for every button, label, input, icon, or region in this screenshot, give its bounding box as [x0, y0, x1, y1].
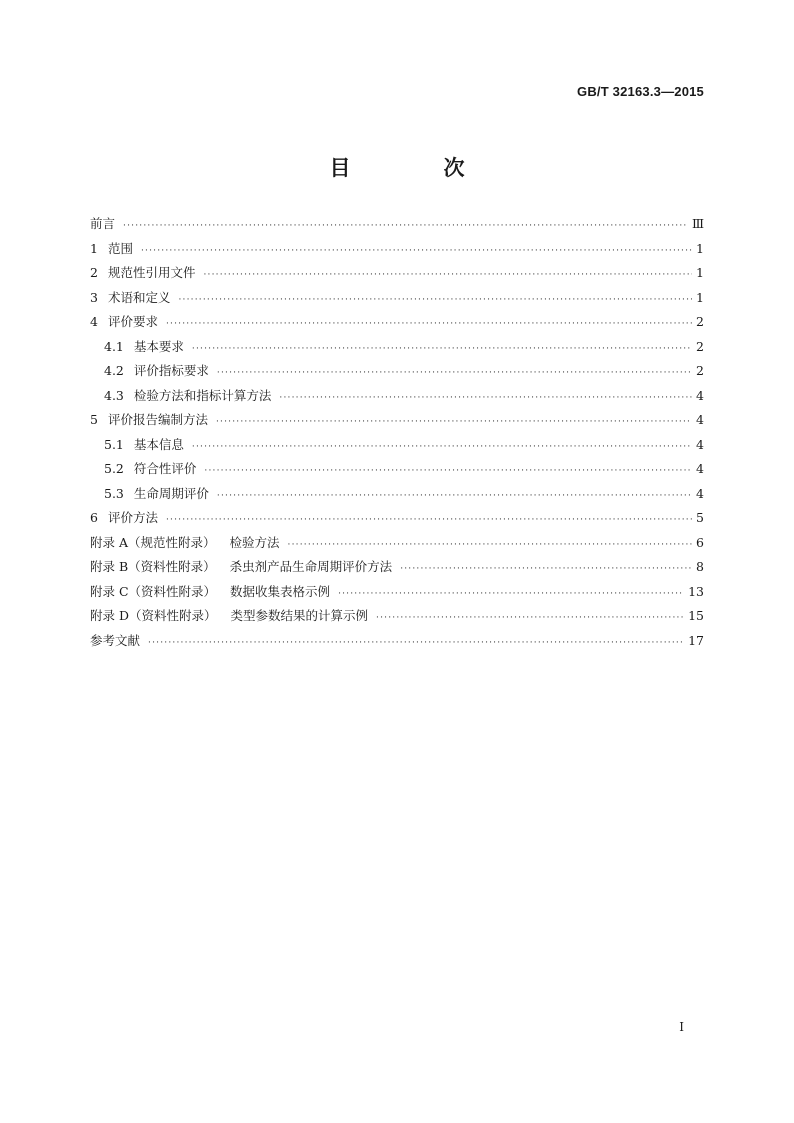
page-number: I [679, 1020, 684, 1034]
toc-entry-label [90, 508, 158, 526]
toc-appendix-tag: 附录 B（资料性附录） [90, 559, 216, 574]
toc-entry[interactable] [90, 214, 704, 239]
toc-section-number: 5 [90, 412, 98, 427]
toc-leader-dots [216, 418, 692, 427]
toc-leader-dots [400, 565, 692, 574]
toc-leader-dots [288, 541, 692, 550]
toc-page-number: 4 [696, 485, 704, 501]
toc-leader-dots [204, 467, 692, 476]
toc-entry[interactable] [90, 484, 704, 509]
toc-entry-text: 参考文献 [90, 632, 141, 648]
toc-entry-text: 检验方法 [229, 534, 280, 550]
toc-entry-text: 规范性引用文件 [107, 265, 196, 280]
toc-section-number: 3 [90, 289, 98, 305]
toc-entry[interactable] [90, 631, 704, 656]
toc-entry-text: 范围 [107, 240, 133, 256]
toc-section-number: 6 [90, 510, 98, 525]
toc-section-number: 5.3 [104, 485, 124, 501]
toc-page-number: 13 [688, 583, 704, 599]
toc-page-number: Ⅲ [691, 216, 704, 231]
toc-entry-label [90, 533, 280, 551]
toc-entry-label [90, 606, 368, 624]
toc-section-number: 2 [90, 265, 98, 280]
toc-leader-dots [178, 296, 692, 305]
toc-section-number: 5.1 [104, 436, 124, 452]
toc-page-number: 2 [696, 314, 704, 329]
toc-entry-text: 术语和定义 [107, 289, 171, 305]
toc-entry[interactable] [90, 508, 704, 533]
toc-page-number: 6 [696, 534, 704, 550]
toc-entry[interactable] [90, 533, 704, 558]
toc-entry-text: 生命周期评价 [133, 485, 209, 501]
toc-title: 目 次 [329, 156, 501, 180]
toc-entry[interactable] [90, 606, 704, 631]
toc-page-number: 17 [688, 632, 704, 648]
toc-entry[interactable] [90, 435, 704, 460]
toc-section-number: 4.2 [104, 363, 124, 378]
toc-appendix-tag: 附录 A（规范性附录） [90, 534, 216, 550]
toc-leader-dots [166, 320, 692, 329]
toc-entry[interactable] [90, 361, 704, 386]
toc-entry-label [90, 312, 158, 330]
toc-section-number: 5.2 [104, 461, 124, 476]
toc-leader-dots [141, 247, 692, 256]
toc-entry[interactable] [90, 386, 704, 411]
toc-entry-text: 杀虫剂产品生命周期评价方法 [229, 559, 393, 574]
toc-section-number: 4.1 [104, 338, 124, 354]
toc-page-number: 8 [696, 559, 704, 574]
toc-leader-dots [338, 590, 684, 599]
toc-section-number: 4 [90, 314, 98, 329]
toc-leader-dots [192, 345, 692, 354]
toc-entry-label [104, 361, 209, 379]
toc-entry-text: 类型参数结果的计算示例 [230, 608, 369, 623]
toc-entry-label [90, 263, 195, 281]
toc-page-number: 1 [696, 265, 704, 280]
toc-section-number: 1 [90, 240, 98, 256]
toc-section-number: 4.3 [104, 387, 124, 403]
toc-entry-label [90, 410, 208, 428]
toc-leader-dots [123, 222, 688, 231]
toc-entry-text: 评价报告编制方法 [107, 412, 208, 427]
toc-leader-dots [217, 369, 692, 378]
toc-entry-label [90, 214, 115, 232]
toc-entry-text: 检验方法和指标计算方法 [133, 387, 272, 403]
toc-entry[interactable] [90, 557, 704, 582]
toc-entry-label [90, 582, 330, 600]
toc-entry-label [104, 459, 196, 477]
toc-page-number: 4 [696, 412, 704, 427]
table-of-contents [90, 214, 704, 655]
toc-page-number: 1 [696, 240, 704, 256]
toc-entry[interactable] [90, 337, 704, 362]
toc-page-number: 2 [696, 363, 704, 378]
toc-leader-dots [203, 271, 692, 280]
toc-entry[interactable] [90, 459, 704, 484]
toc-leader-dots [148, 639, 684, 648]
toc-entry[interactable] [90, 410, 704, 435]
toc-entry-label [104, 386, 271, 404]
toc-leader-dots [192, 443, 692, 452]
toc-entry[interactable] [90, 239, 704, 264]
toc-entry-label [90, 239, 133, 257]
toc-entry-text: 数据收集表格示例 [230, 583, 331, 599]
toc-entry-label [90, 631, 140, 649]
toc-entry-label [104, 337, 184, 355]
toc-entry-label [90, 557, 392, 575]
toc-page-number: 15 [688, 608, 704, 623]
toc-entry-label [104, 484, 209, 502]
toc-entry-text: 基本信息 [133, 436, 184, 452]
toc-page-number: 4 [696, 387, 704, 403]
toc-entry-label [90, 288, 170, 306]
toc-entry[interactable] [90, 263, 704, 288]
toc-page-number: 4 [696, 461, 704, 476]
toc-entry-text: 评价方法 [107, 510, 158, 525]
toc-page-number: 2 [696, 338, 704, 354]
standard-code: GB/T 32163.3—2015 [577, 84, 704, 99]
toc-entry[interactable] [90, 312, 704, 337]
toc-appendix-tag: 附录 D（资料性附录） [90, 608, 217, 623]
toc-page-number: 4 [696, 436, 704, 452]
toc-appendix-tag: 附录 C（资料性附录） [90, 583, 217, 599]
toc-entry-text: 评价要求 [107, 314, 158, 329]
toc-leader-dots [279, 394, 692, 403]
toc-entry[interactable] [90, 288, 704, 313]
toc-entry[interactable] [90, 582, 704, 607]
toc-page-number: 5 [696, 510, 704, 525]
toc-entry-text: 基本要求 [133, 338, 184, 354]
toc-leader-dots [217, 492, 692, 501]
toc-leader-dots [166, 516, 692, 525]
toc-entry-label [104, 435, 184, 453]
toc-leader-dots [376, 614, 684, 623]
toc-page-number: 1 [696, 289, 704, 305]
toc-entry-text: 符合性评价 [133, 461, 197, 476]
toc-entry-text: 评价指标要求 [133, 363, 209, 378]
toc-entry-text: 前言 [90, 216, 116, 231]
